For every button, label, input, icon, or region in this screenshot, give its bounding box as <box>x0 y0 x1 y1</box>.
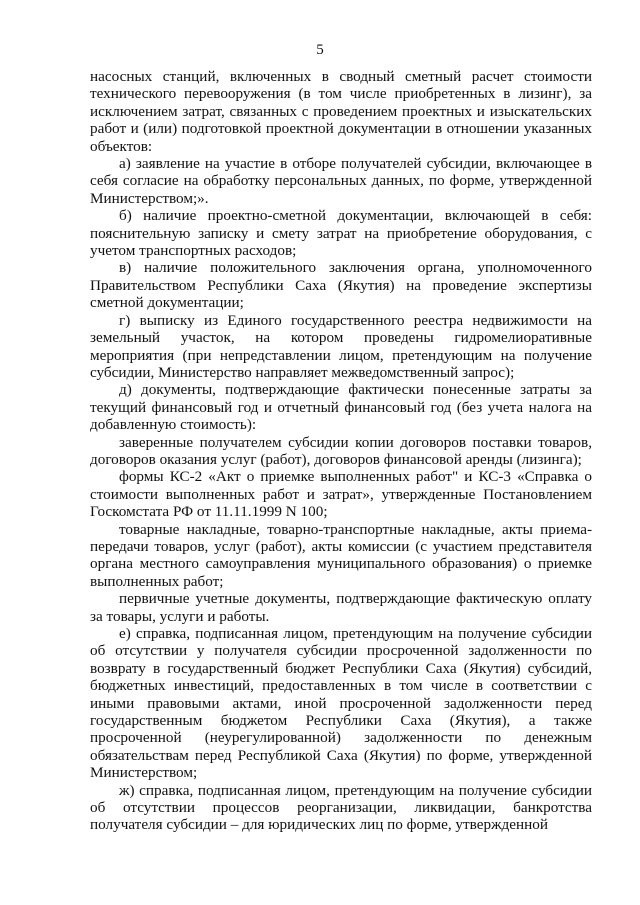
paragraph-v: в) наличие положительного заключения органа, уполномоченного Правительством Республики Саха (Якутия) на проведение экспертизы сметной документации; <box>90 259 592 312</box>
paragraph-intro: насосных станций, включенных в сводный сметный расчет стоимости технического перевооружения (в том числе приобретенных в лизинг), за исключением затрат, связанных с проведением проектных и изыскательских работ и (или) подготовкой проектной документации в отношении указанных объектов: <box>90 68 592 155</box>
paragraph-d-contracts: заверенные получателем субсидии копии договоров поставки товаров, договоров оказания услуг (работ), договоров финансовой аренды (лизинга); <box>90 433 592 468</box>
paragraph-d-payment-docs: первичные учетные документы, подтверждающие фактическую оплату за товары, услуги и работы. <box>90 590 592 625</box>
paragraph-d-ks-forms: формы КС-2 «Акт о приемке выполненных работ" и КС-3 «Справка о стоимости выполненных работ и затрат», утвержденные Постановлением Госкомстата РФ от 11.11.1999 N 100; <box>90 468 592 521</box>
page-number: 5 <box>316 42 324 58</box>
paragraph-d-invoices: товарные накладные, товарно-транспортные накладные, акты приема-передачи товаров, услуг (работ), акты комиссии (с участием представителя органа местного самоуправления муниципального образования) о приемке выполненных работ; <box>90 520 592 590</box>
paragraph-a: а) заявление на участие в отборе получателей субсидии, включающее в себя согласие на обработку персональных данных, по форме, утвержденной Министерством;». <box>90 155 592 207</box>
paragraph-e: е) справка, подписанная лицом, претендующим на получение субсидии об отсутствии у получателя субсидии просроченной задолженности по возврату в государственный бюджет Республики Саха (Якутия) субсидий, бюджетных инвестиций, предоставленных в том числе в соответствии с иными правовыми актами, иной просроченной задолженности перед государственным бюджетом Республики Саха (Якутия), а также просроченной (неурегулированной) задолженности по денежным обязательствам перед Республикой Саха (Якутия) по форме, утвержденной Министерством; <box>90 625 592 782</box>
document-body <box>90 68 592 834</box>
paragraph-b: б) наличие проектно-сметной документации, включающей в себя: пояснительную записку и смету затрат на приобретение оборудования, с учетом транспортных расходов; <box>90 207 592 260</box>
paragraph-zh: ж) справка, подписанная лицом, претендующим на получение субсидии об отсутствии процессов реорганизации, ликвидации, банкротства получателя субсидии – для юридических лиц по форме, утвержденной <box>90 781 592 834</box>
paragraph-d: д) документы, подтверждающие фактически понесенные затраты за текущий финансовый год и отчетный финансовый год (без учета налога на добавленную стоимость): <box>90 381 592 434</box>
paragraph-g: г) выписку из Единого государственного реестра недвижимости на земельный участок, на котором проведены гидромелиоративные мероприятия (при непредставлении лицом, претендующим на получение субсидии, Министерство направляет межведомственный запрос); <box>90 311 592 381</box>
